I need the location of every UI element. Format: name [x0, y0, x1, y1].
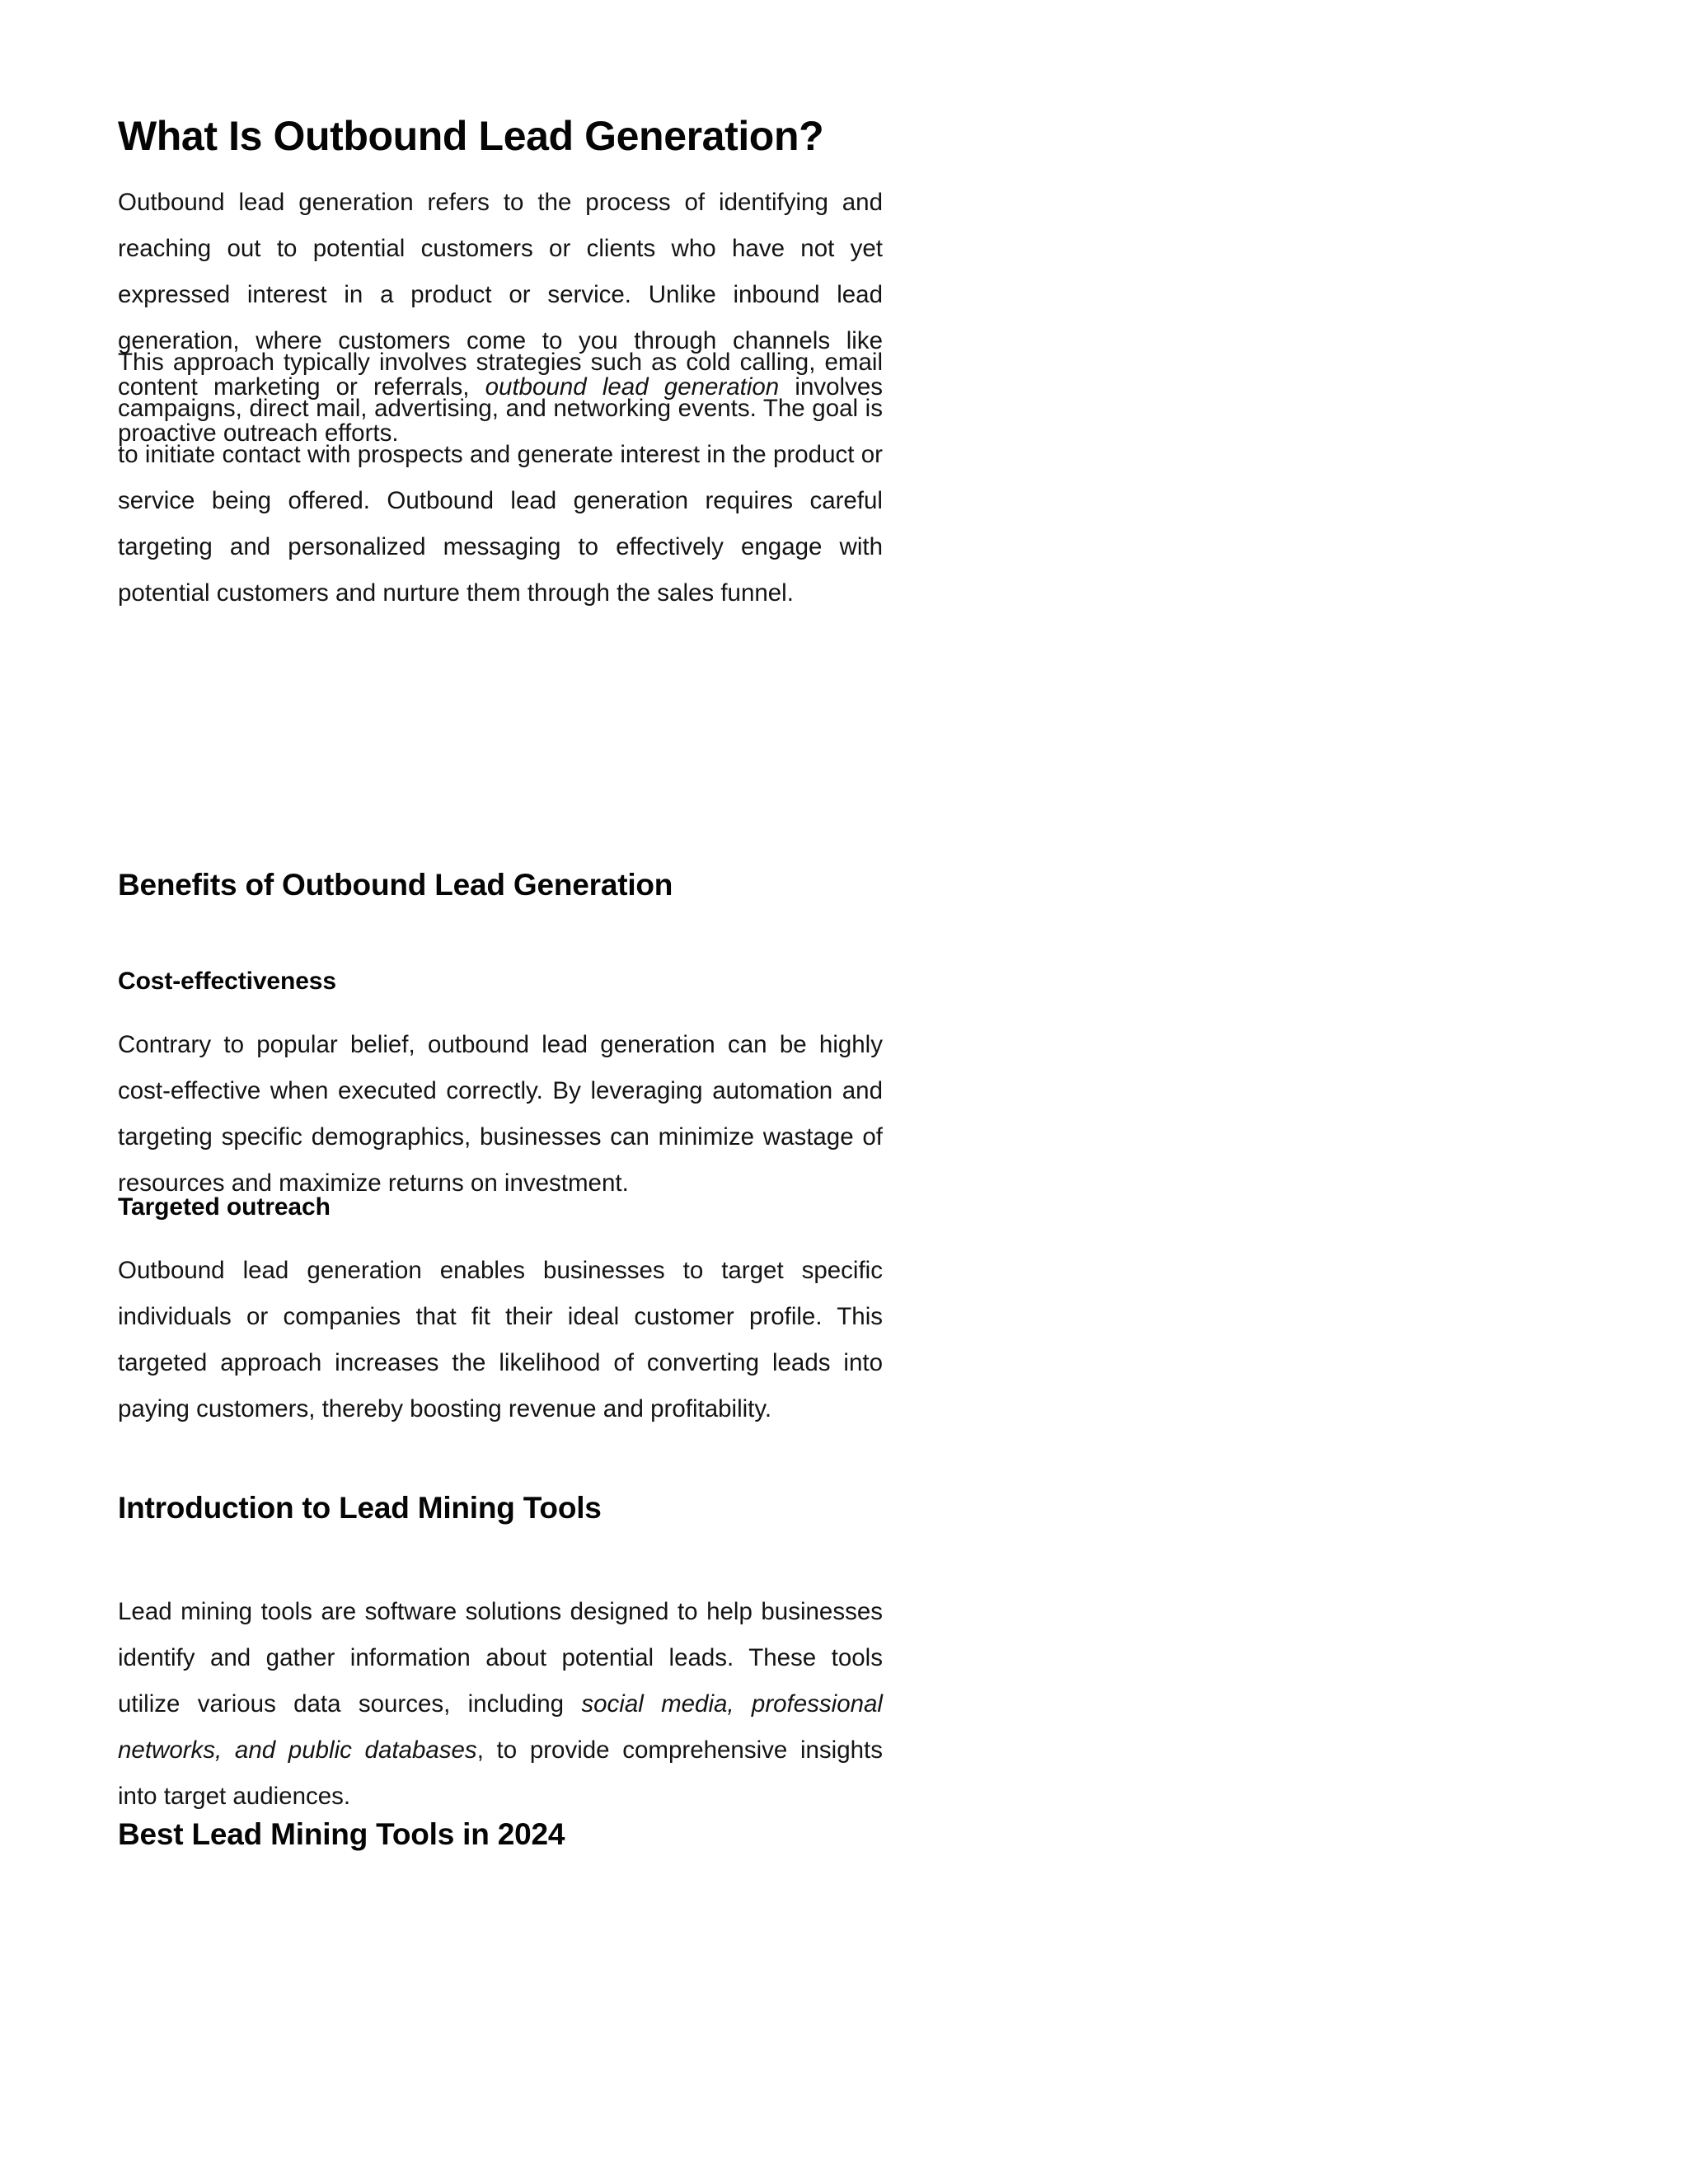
- paragraph-targeted-outreach: Outbound lead generation enables businesses to target specific individuals or companies that fit their ideal customer profile. This targeted approach increases the likelihood of converting leads into paying customers, thereby boosting revenue and profitability.: [118, 1257, 883, 1422]
- heading-benefits-of-outbound-lead-generation: Benefits of Outbound Lead Generation: [118, 868, 673, 902]
- emphasis-outbound-lead-generation: outbound lead generation: [485, 373, 780, 401]
- paragraph-text-run: involves proactive outreach efforts.: [118, 373, 883, 447]
- page-title: What Is Outbound Lead Generation?: [118, 113, 824, 159]
- paragraph-text-run: Lead mining tools are software solutions designed to help businesses identify and gather information about potential leads. These tools utilize various data sources, including: [118, 1598, 883, 1718]
- emphasis-data-sources: social media, professional networks, and public databases: [118, 1690, 883, 1764]
- heading-cost-effectiveness: Cost-effectiveness: [118, 968, 336, 995]
- paragraph-outbound-strategies: This approach typically involves strategies such as cold calling, email campaigns, direct mail, advertising, and networking events. The goal is to initiate contact with prospects and generate interest in the product or service being offered. Outbound lead generation requires careful targeting and personalized messaging to effectively engage with potential customers and nurture them through the sales funnel.: [118, 349, 883, 607]
- paragraph-cost-effectiveness: Contrary to popular belief, outbound lead generation can be highly cost-effective when executed correctly. By leveraging automation and targeting specific demographics, businesses can minimize wastage of resources and maximize returns on investment.: [118, 1031, 883, 1197]
- paragraph-text-run: Outbound lead generation refers to the process of identifying and reaching out to potential customers or clients who have not yet expressed interest in a product or service. Unlike inbound lead generation, where customers come to you through channels like content marketing or referrals,: [118, 189, 883, 401]
- heading-introduction-to-lead-mining-tools: Introduction to Lead Mining Tools: [118, 1491, 602, 1525]
- heading-targeted-outreach: Targeted outreach: [118, 1193, 331, 1221]
- heading-best-lead-mining-tools-2024: Best Lead Mining Tools in 2024: [118, 1817, 565, 1851]
- paragraph-lead-mining-tools: [118, 1589, 883, 1820]
- paragraph-text-run: , to provide comprehensive insights into target audiences.: [118, 1736, 883, 1810]
